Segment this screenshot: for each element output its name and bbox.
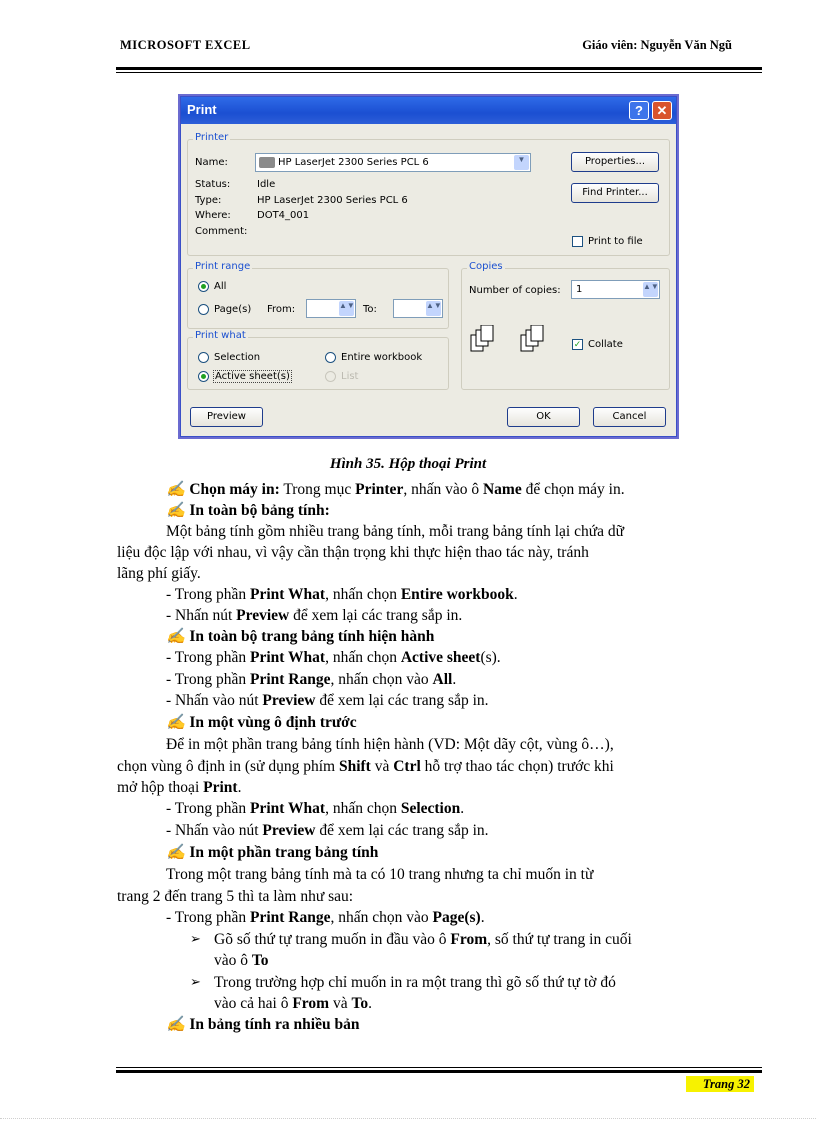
from-input[interactable] bbox=[306, 299, 356, 318]
pen-icon: ✍ bbox=[166, 1016, 186, 1033]
header-right: Giáo viên: Nguyễn Văn Ngũ bbox=[582, 38, 732, 52]
section-choose-printer: ✍ Chọn máy in: Trong mục Printer, nhấn vào ô Name để chọn máy in. bbox=[166, 481, 625, 498]
print-dialog bbox=[178, 94, 679, 439]
paragraph-line: mở hộp thoại Print. bbox=[117, 779, 242, 796]
list-item: - Trong phần Print What, nhấn chọn Active sheet(s). bbox=[166, 649, 501, 666]
preview-button[interactable]: Preview bbox=[190, 407, 263, 427]
pen-icon: ✍ bbox=[166, 844, 186, 861]
copies-value: 1 bbox=[576, 284, 583, 295]
footer-rule-thin bbox=[116, 1067, 762, 1068]
comment-label: Comment: bbox=[195, 226, 248, 237]
list-item: - Trong phần Print What, nhấn chọn Entire workbook. bbox=[166, 586, 518, 603]
cancel-button[interactable]: Cancel bbox=[593, 407, 666, 427]
print-what-group-label: Print what bbox=[195, 330, 246, 341]
to-label: To: bbox=[363, 304, 377, 315]
type-value: HP LaserJet 2300 Series PCL 6 bbox=[257, 195, 408, 206]
find-printer-button[interactable]: Find Printer... bbox=[571, 183, 659, 203]
figure-caption: Hình 35. Hộp thoại Print bbox=[329, 456, 487, 472]
pen-icon: ✍ bbox=[166, 481, 186, 498]
list-item: - Trong phần Print Range, nhấn chọn vào Page(s). bbox=[166, 909, 485, 926]
arrow-bullet-icon: ➢ bbox=[190, 974, 201, 989]
bullet-line: vào cả hai ô From và To. bbox=[214, 995, 372, 1012]
printer-name-value: HP LaserJet 2300 Series PCL 6 bbox=[278, 157, 429, 168]
paragraph-line: Trong một trang bảng tính mà ta có 10 trang nhưng ta chỉ muốn in từ bbox=[166, 866, 594, 883]
where-value: DOT4_001 bbox=[257, 210, 310, 221]
list-item: - Trong phần Print Range, nhấn chọn vào All. bbox=[166, 671, 457, 688]
chevron-down-icon[interactable]: ▼ bbox=[514, 155, 529, 170]
entire-workbook-label: Entire workbook bbox=[341, 352, 423, 363]
paragraph-line: lãng phí giấy. bbox=[117, 565, 201, 582]
number-of-copies-label: Number of copies: bbox=[469, 285, 561, 296]
print-to-file-label: Print to file bbox=[588, 236, 643, 247]
entire-workbook-radio[interactable] bbox=[325, 352, 336, 363]
properties-button[interactable]: Properties... bbox=[571, 152, 659, 172]
page-edge bbox=[0, 1118, 816, 1119]
name-label: Name: bbox=[195, 157, 228, 168]
list-item: - Nhấn nút Preview để xem lại các trang sắp in. bbox=[166, 607, 463, 624]
page-number: Trang 32 bbox=[686, 1076, 754, 1092]
arrow-bullet-icon: ➢ bbox=[190, 931, 201, 946]
dialog-titlebar bbox=[181, 97, 676, 124]
header-left: MICROSOFT EXCEL bbox=[120, 38, 251, 52]
bullet-line: Gõ số thứ tự trang muốn in đầu vào ô From, số thứ tự trang in cuối bbox=[214, 931, 632, 948]
list-item: - Trong phần Print What, nhấn chọn Selection. bbox=[166, 800, 465, 817]
help-icon[interactable]: ? bbox=[629, 101, 649, 120]
copies-input[interactable] bbox=[571, 280, 660, 299]
spinner-icon[interactable]: ▲▼ bbox=[339, 301, 354, 316]
spinner-icon[interactable]: ▲▼ bbox=[643, 282, 658, 297]
selection-label: Selection bbox=[214, 352, 261, 363]
paragraph-line: trang 2 đến trang 5 thì ta làm như sau: bbox=[117, 888, 354, 905]
bullet-line: Trong trường hợp chỉ muốn in ra một trang thì gõ số thứ tự tờ đó bbox=[214, 974, 616, 991]
pages-label: Page(s) bbox=[214, 304, 252, 315]
collate-label: Collate bbox=[588, 339, 623, 350]
paragraph-line: Để in một phần trang bảng tính hiện hành (VD: Một dãy cột, vùng ô…), bbox=[166, 736, 614, 753]
printer-name-select[interactable] bbox=[255, 153, 531, 172]
from-label: From: bbox=[267, 304, 296, 315]
print-to-file-checkbox[interactable] bbox=[572, 236, 583, 247]
pages-radio[interactable] bbox=[198, 304, 209, 315]
page-header bbox=[120, 38, 760, 58]
collate-checkbox[interactable]: ✓ bbox=[573, 339, 582, 349]
printer-group-label: Printer bbox=[195, 132, 229, 143]
section-heading: ✍ In toàn bộ bảng tính: bbox=[166, 502, 330, 519]
header-rule-thick bbox=[116, 67, 762, 70]
selection-radio[interactable] bbox=[198, 352, 209, 363]
list-item: - Nhấn vào nút Preview để xem lại các trang sắp in. bbox=[166, 692, 489, 709]
section-heading: ✍ In một vùng ô định trước bbox=[166, 714, 357, 731]
where-label: Where: bbox=[195, 210, 231, 221]
paragraph-line: liệu độc lập với nhau, vì vậy cần thận trọng khi thực hiện thao tác này, tránh bbox=[117, 544, 589, 561]
spinner-icon[interactable]: ▲▼ bbox=[426, 301, 441, 316]
active-sheets-label: Active sheet(s) bbox=[215, 371, 290, 382]
header-rule-thin bbox=[116, 72, 762, 73]
close-icon[interactable]: ✕ bbox=[652, 101, 672, 120]
status-value: Idle bbox=[257, 179, 276, 190]
all-radio[interactable] bbox=[198, 281, 209, 292]
pen-icon: ✍ bbox=[166, 628, 186, 645]
all-label: All bbox=[214, 281, 227, 292]
bullet-line: vào ô To bbox=[214, 952, 269, 969]
list-item: - Nhấn vào nút Preview để xem lại các trang sắp in. bbox=[166, 822, 489, 839]
status-label: Status: bbox=[195, 179, 231, 190]
to-input[interactable] bbox=[393, 299, 443, 318]
type-label: Type: bbox=[195, 195, 222, 206]
ok-button[interactable]: OK bbox=[507, 407, 580, 427]
section-heading: ✍ In một phần trang bảng tính bbox=[166, 844, 379, 861]
list-radio[interactable] bbox=[325, 371, 336, 382]
printer-icon bbox=[259, 157, 275, 168]
section-heading: ✍ In bảng tính ra nhiều bản bbox=[166, 1016, 360, 1033]
paragraph-line: Một bảng tính gồm nhiều trang bảng tính, mỗi trang bảng tính lại chứa dữ bbox=[166, 523, 625, 540]
list-label: List bbox=[341, 371, 359, 382]
active-sheets-radio[interactable] bbox=[198, 371, 209, 382]
pen-icon: ✍ bbox=[166, 502, 186, 519]
footer-rule-thick bbox=[116, 1070, 762, 1073]
paragraph-line: chọn vùng ô định in (sử dụng phím Shift và Ctrl hỗ trợ thao tác chọn) trước khi bbox=[117, 758, 614, 775]
copies-group-label: Copies bbox=[469, 261, 503, 272]
section-heading: ✍ In toàn bộ trang bảng tính hiện hành bbox=[166, 628, 435, 645]
pen-icon: ✍ bbox=[166, 714, 186, 731]
dialog-title: Print bbox=[187, 102, 217, 117]
print-dialog-body bbox=[180, 96, 677, 437]
collate-pages-icon bbox=[469, 325, 569, 361]
print-range-group-label: Print range bbox=[195, 261, 251, 272]
